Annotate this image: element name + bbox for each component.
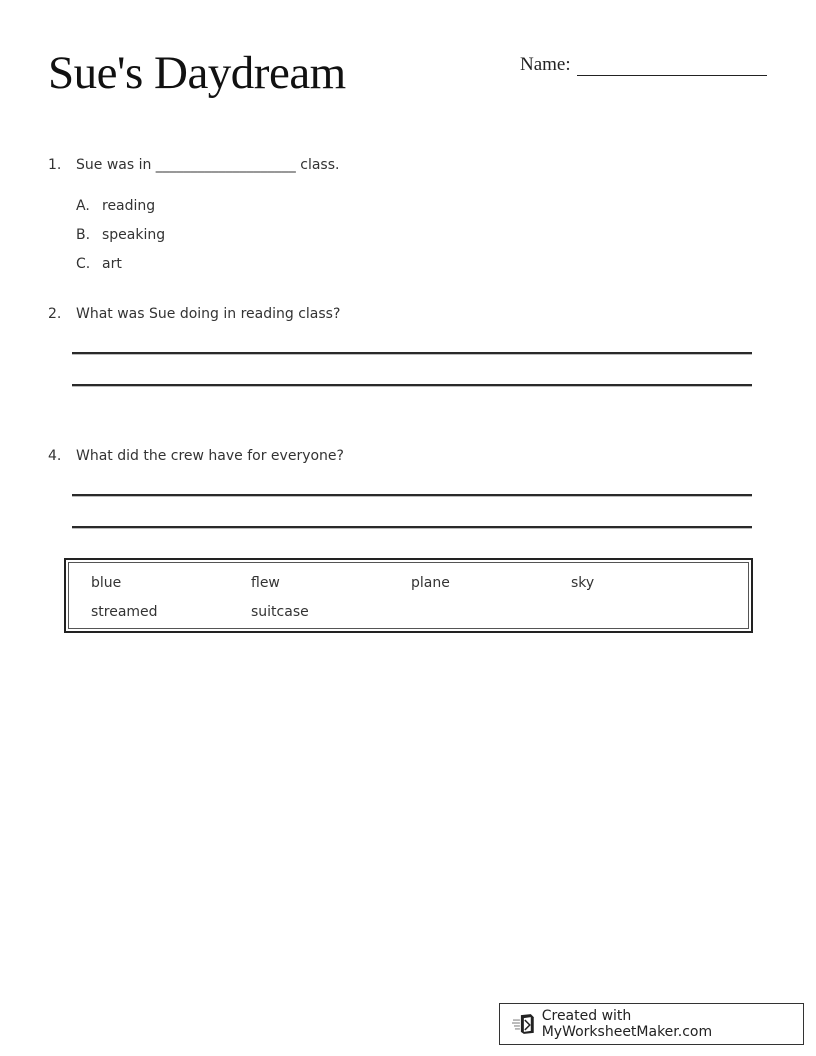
answer-line[interactable] bbox=[72, 526, 752, 529]
question-number: 1. bbox=[48, 157, 62, 173]
word-bank-item: flew bbox=[251, 575, 280, 591]
question-2 bbox=[48, 306, 340, 322]
name-field bbox=[520, 53, 767, 76]
page-title: Sue's Daydream bbox=[48, 47, 346, 99]
word-bank-item: plane bbox=[411, 575, 450, 591]
word-bank-item: sky bbox=[571, 575, 595, 591]
name-label: Name: bbox=[520, 54, 571, 75]
word-bank-item: blue bbox=[91, 575, 122, 591]
answer-line[interactable] bbox=[72, 494, 752, 497]
footer-badge[interactable] bbox=[499, 1003, 804, 1045]
word-bank bbox=[64, 558, 753, 633]
option-letter: B. bbox=[76, 227, 91, 243]
answer-line[interactable] bbox=[72, 352, 752, 355]
question-text: Sue was in ____________________ class. bbox=[76, 157, 340, 173]
name-input-line[interactable] bbox=[577, 53, 767, 76]
question-text: What did the crew have for everyone? bbox=[76, 448, 344, 464]
footer-text: Created with MyWorksheetMaker.com bbox=[541, 1008, 713, 1040]
question-4 bbox=[48, 448, 344, 464]
option-text: art bbox=[102, 256, 122, 272]
option-c[interactable] bbox=[76, 256, 122, 272]
option-a[interactable] bbox=[76, 198, 155, 214]
option-letter: A. bbox=[76, 198, 90, 214]
question-number: 2. bbox=[48, 306, 62, 322]
question-1 bbox=[48, 157, 339, 173]
option-letter: C. bbox=[76, 256, 91, 272]
word-bank-item: streamed bbox=[91, 604, 158, 620]
word-bank-inner bbox=[68, 562, 749, 629]
worksheet-logo-icon bbox=[512, 1013, 536, 1035]
answer-line[interactable] bbox=[72, 384, 752, 387]
option-text: speaking bbox=[102, 227, 166, 243]
question-text: What was Sue doing in reading class? bbox=[76, 306, 341, 322]
option-b[interactable] bbox=[76, 227, 165, 243]
question-number: 4. bbox=[48, 448, 62, 464]
option-text: reading bbox=[102, 198, 156, 214]
word-bank-item: suitcase bbox=[251, 604, 309, 620]
